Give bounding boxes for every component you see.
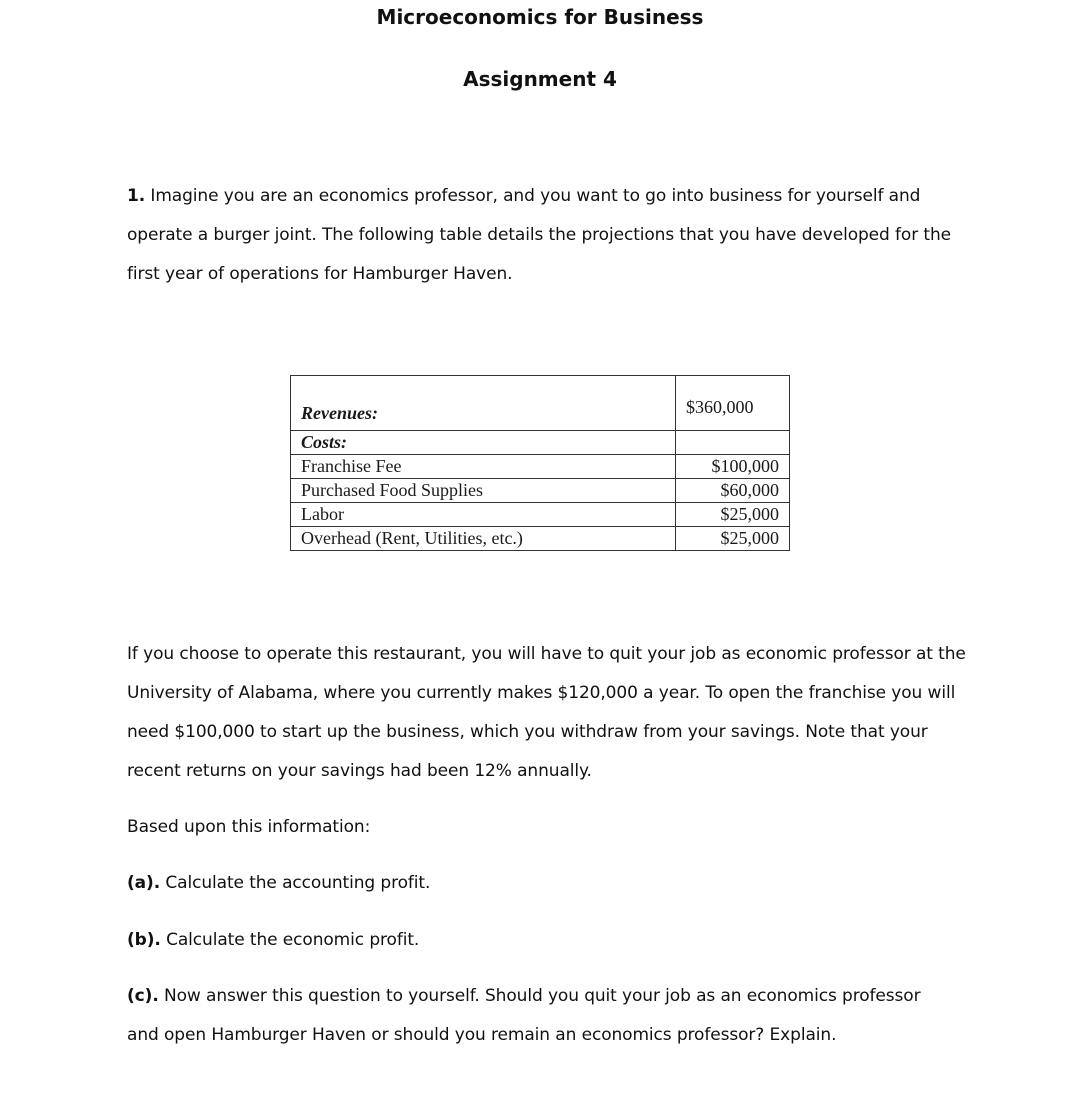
projections-table xyxy=(290,375,790,551)
cost-item-value: $25,000 xyxy=(676,503,790,527)
assignment-subtitle: Assignment 4 xyxy=(463,67,617,91)
cost-item-label: Purchased Food Supplies xyxy=(291,479,676,503)
subquestion-c-label: (c). xyxy=(127,986,159,1006)
cost-item-value: $60,000 xyxy=(676,479,790,503)
table-row xyxy=(291,479,790,503)
cost-item-value: $100,000 xyxy=(676,455,790,479)
revenues-row xyxy=(291,376,790,431)
revenues-value: $360,000 xyxy=(676,376,790,431)
table-row xyxy=(291,455,790,479)
subquestion-b-text: Calculate the economic profit. xyxy=(166,930,420,950)
table-row xyxy=(291,503,790,527)
based-upon-text: Based upon this information: xyxy=(127,817,371,837)
question-1-number: 1. xyxy=(127,186,146,206)
context-paragraph: If you choose to operate this restaurant, you will have to quit your job as economic professor at the University of Alabama, where you currently makes $120,000 a year. To open the franchise you will need $100,000 to start up the business, which you withdraw from your savings. Note that your recent returns on your savings had been 12% annually. xyxy=(127,644,966,781)
subquestion-b-label: (b). xyxy=(127,930,161,950)
costs-header-row xyxy=(291,431,790,455)
costs-empty-cell xyxy=(676,431,790,455)
question-1-paragraph xyxy=(127,177,957,294)
subquestion-a-label: (a). xyxy=(127,873,161,893)
subquestion-a xyxy=(127,864,957,903)
revenues-label: Revenues: xyxy=(291,376,676,431)
cost-item-value: $25,000 xyxy=(676,527,790,551)
question-1-text: Imagine you are an economics professor, and you want to go into business for yourself and operate a burger joint. The following table details the projections that you have developed for the first year of operations for Hamburger Haven. xyxy=(127,186,952,284)
cost-item-label: Franchise Fee xyxy=(291,455,676,479)
subquestion-b xyxy=(127,921,957,960)
costs-label: Costs: xyxy=(291,431,676,455)
table-row xyxy=(291,527,790,551)
subquestion-a-text: Calculate the accounting profit. xyxy=(165,873,431,893)
cost-item-label: Overhead (Rent, Utilities, etc.) xyxy=(291,527,676,551)
subquestion-c xyxy=(127,977,957,1055)
cost-item-label: Labor xyxy=(291,503,676,527)
subquestion-c-text: Now answer this question to yourself. Should you quit your job as an economics professor and open Hamburger Haven or should you remain an economics professor? Explain. xyxy=(127,986,921,1045)
document-title: Microeconomics for Business xyxy=(376,5,704,29)
